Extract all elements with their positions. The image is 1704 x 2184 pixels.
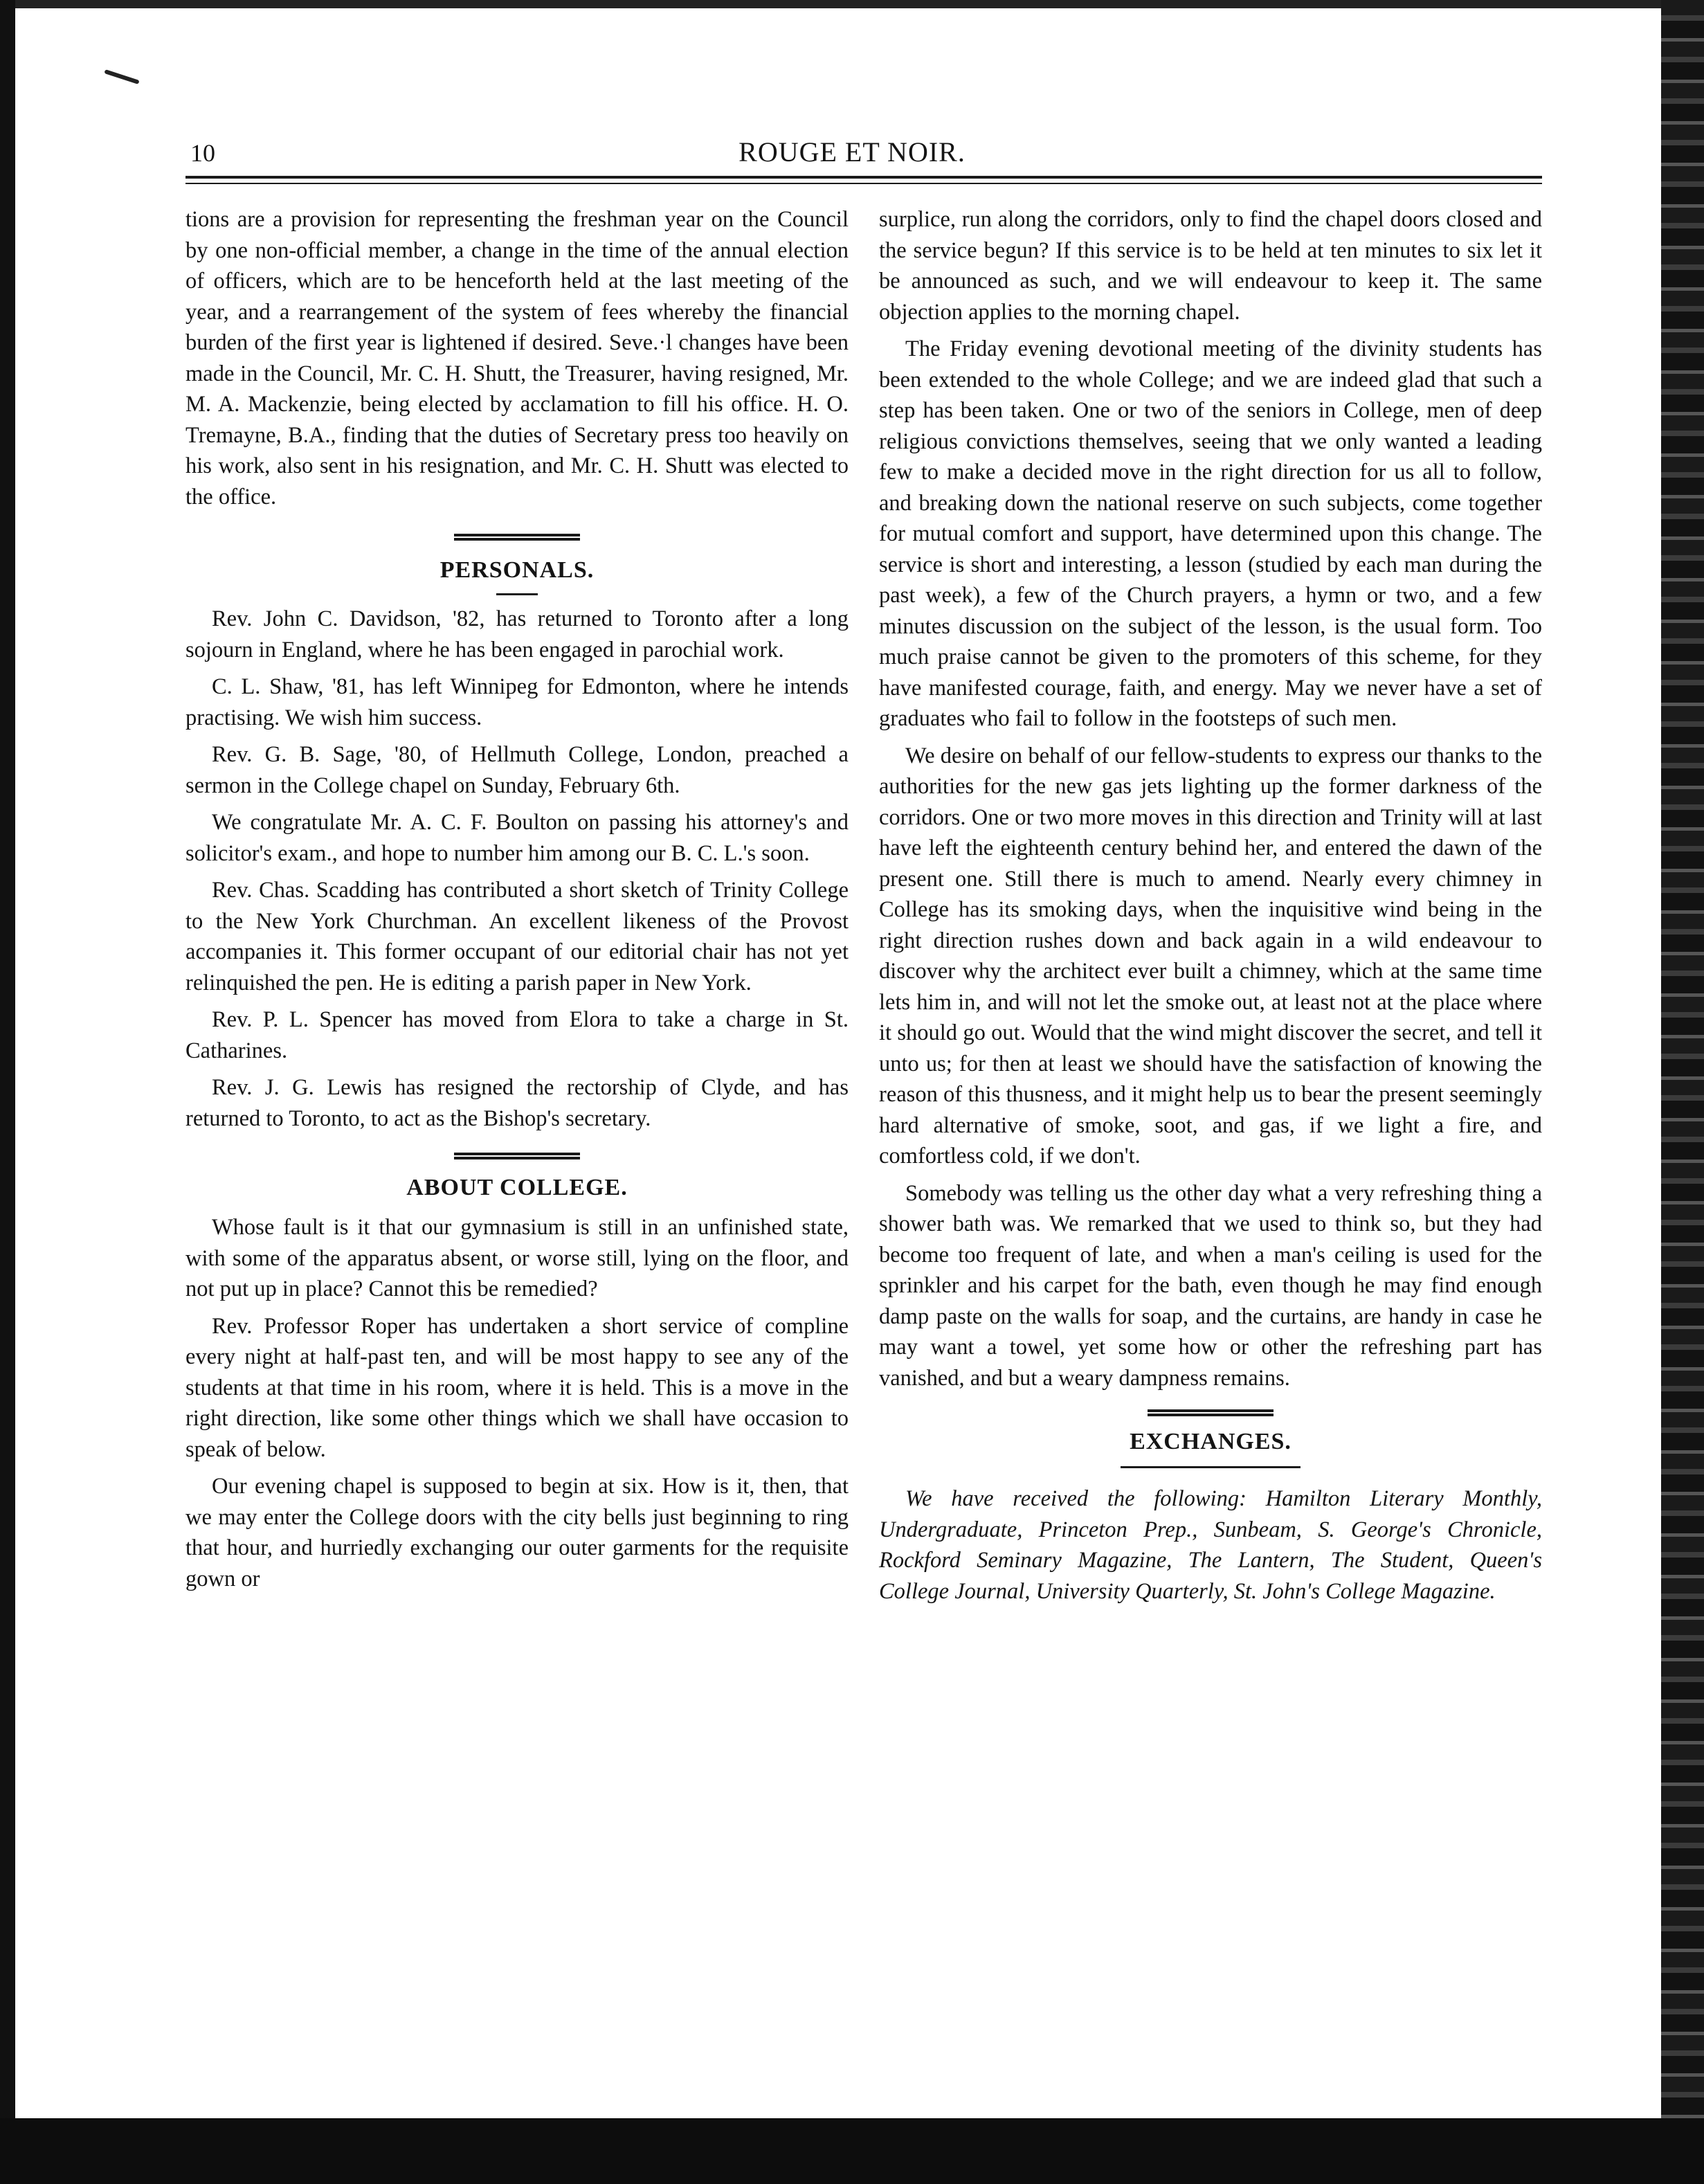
right-column bbox=[879, 204, 1542, 1613]
personal-item: Rev. P. L. Spencer has moved from Elora to take a charge in St. Catharines. bbox=[185, 1007, 849, 1063]
scan-border-left bbox=[0, 0, 15, 2184]
about-college-heading: ABOUT COLLEGE. bbox=[406, 1175, 628, 1200]
exchanges-heading: EXCHANGES. bbox=[1130, 1429, 1291, 1454]
left-column bbox=[185, 204, 849, 1600]
header-rule-bottom bbox=[185, 183, 1542, 184]
exchanges-paragraph: We have received the following: Hamilton Literary Monthly, Undergraduate, Princeton Prep., Sunbeam, S. George's Chronicle, Rockford Seminary Magazine, The Lantern, The Student, Queen's College Journal, University Quarterly, St. John's College Magazine. bbox=[879, 1486, 1542, 1604]
article-paragraph: We desire on behalf of our fellow-students to express our thanks to the authorities for the new gas jets lighting up the former darkness of the corridors. One or two more moves in this direction and Trinity will at last have left the eighteenth century behind her, and entered the dawn of the present one. Still there is much to amend. Nearly every chimney in College has its smoking days, when the inquisitive wind being in the right direction rushes down and back again in a wild endeavour to discover why the architect ever built a chimney, which at the same time lets him in, and will not let the smoke out, at least not at the place where it should go out. Would that the wind might discover the secret, and tell it unto us; for then at least we should have the satisfaction of knowing the reason of this thusness, and it might help us to bear the present seemingly hard alternative of smoke, soot, and gas, if we light a fire, and comfortless cold, if we don't. bbox=[879, 743, 1542, 1168]
personal-item: Rev. G. B. Sage, '80, of Hellmuth College, London, preached a sermon in the College chapel on Sunday, February 6th. bbox=[185, 742, 849, 798]
header-rule-top bbox=[185, 176, 1542, 179]
running-title: ROUGE ET NOIR. bbox=[738, 136, 966, 168]
about-paragraph: Whose fault is it that our gymnasium is still in an unfinished state, with some of the apparatus absent, or worse still, lying on the floor, and not put up in place? Cannot this be remedied? bbox=[185, 1215, 849, 1301]
about-paragraph: Rev. Professor Roper has undertaken a short service of compline every night at half-past ten, and will be most happy to see any of the students at that time in his room, where it is held. This is a move in the right direction, like some other things which we shall have occasion to speak of below. bbox=[185, 1313, 849, 1462]
personal-item: C. L. Shaw, '81, has left Winnipeg for Edmonton, where he intends practising. We wish him success. bbox=[185, 674, 849, 730]
page-number: 10 bbox=[190, 139, 215, 167]
personals-heading: PERSONALS. bbox=[439, 557, 595, 583]
personal-item: We congratulate Mr. A. C. F. Boulton on passing his attorney's and solicitor's exam., and hope to number him among our B. C. L.'s soon. bbox=[185, 810, 849, 866]
scan-mark bbox=[104, 69, 139, 84]
article-paragraph: The Friday evening devotional meeting of the divinity students has been extended to the whole College; and we are indeed glad that such a step has been taken. One or two of the seniors in College, men of deep religious convictions themselves, seeing that we only wanted a leading few to make a decided move in the right direction for us all to follow, and breaking down the national reserve on such subjects, come together for mutual comfort and support, have determined upon this change. The service is short and interesting, a lesson (studied by each man during the past week), a few of the Church prayers, a hymn or two, and a few minutes discussion on the subject of the lesson, is the usual form. Too much praise cannot be given to the promoters of this scheme, for they have manifested courage, faith, and energy. May we never have a set of graduates who fail to follow in the footsteps of such men. bbox=[879, 336, 1542, 731]
about-paragraph: Our evening chapel is supposed to begin at six. How is it, then, that we may enter the College doors with the city bells just beginning to ring that hour, and hurriedly exchanging our outer garments for the requisite gown or bbox=[185, 1474, 849, 1591]
section-divider bbox=[454, 534, 580, 541]
personal-item: Rev. Chas. Scadding has contributed a short sketch of Trinity College to the New York Churchman. An excellent likeness of the Provost accompanies it. This former occupant of our editorial chair has not yet relinquished the pen. He is editing a parish paper in New York. bbox=[185, 878, 849, 995]
section-divider bbox=[454, 1153, 580, 1159]
scan-border-top bbox=[0, 0, 1704, 8]
personal-item: Rev. John C. Davidson, '82, has returned to Toronto after a long sojourn in England, where he has been engaged in parochial work. bbox=[185, 606, 849, 662]
chapel-continuation: surplice, run along the corridors, only to find the chapel doors closed and the service begun? If this service is to be held at ten minutes to six let it be announced as such, and we will endeavour to keep it. The same objection applies to the morning chapel. bbox=[879, 207, 1542, 325]
section-divider bbox=[1148, 1409, 1274, 1416]
scan-border-right bbox=[1661, 0, 1704, 2184]
scan-border-bottom bbox=[0, 2118, 1704, 2184]
council-paragraph: tions are a provision for representing the freshman year on the Council by one non-official member, a change in the time of the annual election of officers, which are to be henceforth held at the last meeting of the year, and a rearrangement of the system of fees whereby the financial burden of the first year is lightened if desired. Seve.·l changes have been made in the Council, Mr. C. H. Shutt, the Treasurer, having resigned, Mr. M. A. Mackenzie, being elected by acclamation to fill his office. H. O. Tremayne, B.A., finding that the duties of Secretary press too heavily on his work, also sent in his resignation, and Mr. C. H. Shutt was elected to the office. bbox=[185, 207, 849, 509]
article-paragraph: Somebody was telling us the other day what a very refreshing thing a shower bath was. We remarked that we used to think so, but they had become too frequent of late, and when a man's ceiling is used for the sprinkler and his carpet for the bath, even though he may find enough damp paste on the walls for soap, and the curtains, are handy in case he may want a towel, yet some how or other the refreshing part has vanished, and but a weary dampness remains. bbox=[879, 1180, 1542, 1391]
personal-item: Rev. J. G. Lewis has resigned the rectorship of Clyde, and has returned to Toronto, to act as the Bishop's secretary. bbox=[185, 1075, 849, 1131]
